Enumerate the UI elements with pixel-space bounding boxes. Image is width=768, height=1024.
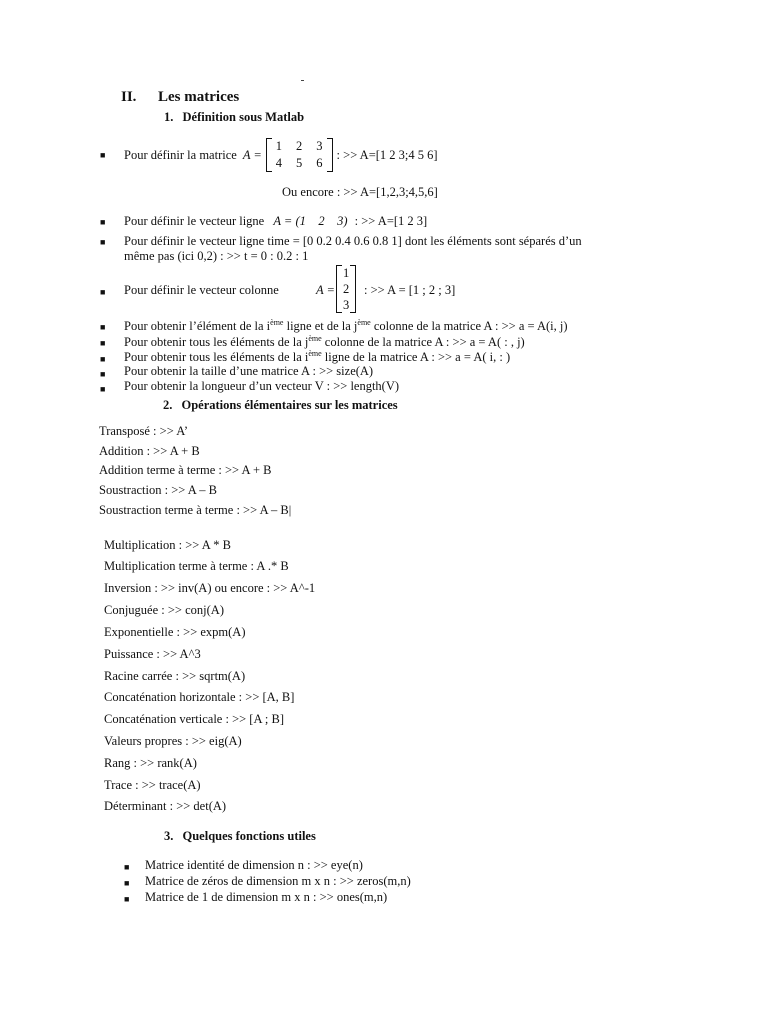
superscript: ème [357, 318, 371, 327]
sub1-title: Définition sous Matlab [182, 110, 305, 124]
sub3-number: 3. [164, 829, 174, 843]
bullet-icon: ■ [100, 322, 106, 332]
op-line-addition: Addition : >> A + B [99, 444, 200, 458]
text-part: Pour obtenir tous les éléments de la i [124, 350, 309, 365]
superscript: ème [270, 318, 284, 327]
vec-ligne-prefix: Pour définir le vecteur ligne [124, 214, 265, 228]
op-line-trace: Trace : >> trace(A) [104, 778, 201, 792]
vector-cell: 3 [343, 298, 350, 312]
op-line-multiplication-tat: Multiplication terme à terme : A .* B [104, 559, 289, 573]
vec-ligne-line [124, 214, 427, 229]
op-line-soustraction-tat: Soustraction terme à terme : >> A – B| [99, 503, 292, 517]
vec-ligne-math: A = (1 2 3) [273, 214, 348, 228]
fonction-ones: Matrice de 1 de dimension m x n : >> ones(m,n) [145, 890, 388, 904]
def-matrix-lhs: A = [242, 147, 262, 162]
text-part: ligne et de la j [283, 319, 358, 334]
def-matrix-prefix: Pour définir la matrice [124, 147, 237, 162]
bullet-icon: ■ [100, 287, 106, 297]
op-line-inversion: Inversion : >> inv(A) ou encore : >> A^-1 [104, 581, 316, 595]
def-matrix-cmd: : >> A=[1 2 3;4 5 6] [336, 147, 438, 162]
bullet-icon: ■ [100, 237, 106, 247]
vector-cell: 2 [343, 282, 350, 296]
bullet-icon: ■ [124, 862, 130, 872]
vec-time-line2: même pas (ici 0,2) : >> t = 0 : 0.2 : 1 [124, 249, 309, 263]
vector-cell: 1 [343, 266, 350, 280]
matrix-row-1 [266, 138, 333, 155]
col-elems-line [124, 334, 525, 350]
op-line-racine: Racine carrée : >> sqrtm(A) [104, 669, 246, 683]
sub2-number: 2. [163, 398, 173, 412]
op-line-rang: Rang : >> rank(A) [104, 756, 197, 770]
bullet-icon: ■ [100, 217, 106, 227]
superscript: ème [308, 349, 322, 358]
element-line [124, 318, 568, 334]
op-line-transpose: Transposé : >> A’ [99, 424, 188, 438]
sub2-heading [163, 398, 398, 413]
vec-col-cmd: : >> A = [1 ; 2 ; 3] [364, 283, 456, 297]
fonction-zeros: Matrice de zéros de dimension m x n : >> zeros(m,n) [145, 874, 411, 888]
superscript: ème [308, 334, 322, 343]
text-part: ligne de la matrice A : >> a = A( i, : ) [321, 350, 511, 365]
text-part: colonne de la matrice A : >> a = A( : , j) [321, 335, 525, 350]
matrix-row-2 [266, 155, 333, 172]
ou-encore: Ou encore : >> A=[1,2,3;4,5,6] [282, 185, 438, 199]
op-line-puissance: Puissance : >> A^3 [104, 647, 201, 661]
sub1-heading [164, 110, 304, 125]
stray-mark [301, 80, 304, 81]
matrix-cell: 6 [316, 156, 323, 170]
bullet-icon: ■ [100, 338, 106, 348]
op-line-det: Déterminant : >> det(A) [104, 799, 227, 813]
column-vector [336, 265, 356, 313]
def-matrix-line [124, 138, 438, 172]
op-line-exponentielle: Exponentielle : >> expm(A) [104, 625, 246, 639]
section-title: Les matrices [158, 89, 240, 105]
sub1-number: 1. [164, 110, 174, 124]
matrix-cell: 3 [316, 139, 323, 153]
vec-col-prefix: Pour définir le vecteur colonne [124, 283, 279, 297]
longueur-line: Pour obtenir la longueur d’un vecteur V : >> length(V) [124, 379, 400, 393]
sub3-heading [164, 829, 316, 844]
bullet-icon: ■ [100, 354, 106, 364]
matrix-2x3 [266, 138, 333, 172]
vec-ligne-cmd: : >> A=[1 2 3] [354, 214, 428, 228]
op-line-soustraction: Soustraction : >> A – B [99, 483, 217, 497]
bullet-icon: ■ [100, 150, 106, 160]
vec-time-line1: Pour définir le vecteur ligne time = [0 0.2 0.4 0.6 0.8 1] dont les éléments sont séparés d’un [124, 234, 582, 248]
sub2-title: Opérations élémentaires sur les matrices [181, 398, 398, 412]
matrix-cell: 4 [275, 156, 283, 170]
bullet-icon: ■ [100, 369, 106, 379]
text-part: Pour obtenir tous les éléments de la j [124, 335, 309, 350]
taille-line: Pour obtenir la taille d’une matrice A : >> size(A) [124, 364, 374, 378]
fonction-eye: Matrice identité de dimension n : >> eye(n) [145, 858, 363, 872]
row-elems-line [124, 349, 510, 365]
bullet-icon: ■ [124, 894, 130, 904]
vec-col-lhs: A = [316, 283, 335, 297]
text-part: Pour obtenir l’élément de la i [124, 319, 271, 334]
bullet-icon: ■ [100, 384, 106, 394]
matrix-cell: 1 [275, 139, 283, 153]
bullet-icon: ■ [124, 878, 130, 888]
op-line-concat-v: Concaténation verticale : >> [A ; B] [104, 712, 285, 726]
text-part: colonne de la matrice A : >> a = A(i, j) [370, 319, 568, 334]
op-line-eig: Valeurs propres : >> eig(A) [104, 734, 242, 748]
section-number: II. [121, 89, 137, 105]
matrix-cell: 2 [296, 139, 303, 153]
matrix-cell: 5 [296, 156, 303, 170]
op-line-addition-tat: Addition terme à terme : >> A + B [99, 463, 272, 477]
sub3-title: Quelques fonctions utiles [182, 829, 316, 843]
op-line-conjuguee: Conjuguée : >> conj(A) [104, 603, 224, 617]
op-line-multiplication: Multiplication : >> A * B [104, 538, 231, 552]
op-line-concat-h: Concaténation horizontale : >> [A, B] [104, 690, 295, 704]
